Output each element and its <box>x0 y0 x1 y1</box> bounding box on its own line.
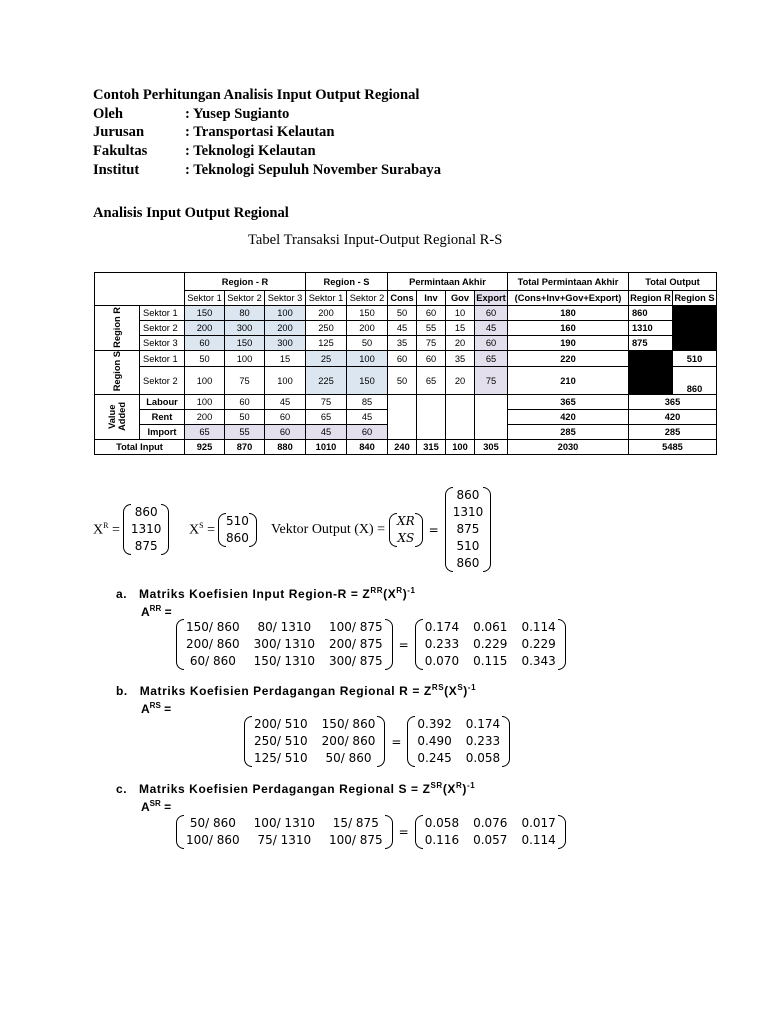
item-b-letter: b. <box>116 684 128 698</box>
table-cell: 5485 <box>629 440 717 455</box>
matrix-cell: 50/ 860 <box>189 816 236 830</box>
table-row <box>95 395 717 410</box>
matrix-cell: 125/ 510 <box>254 751 308 765</box>
table-cell: 45 <box>265 395 306 410</box>
item-b-sublabel <box>141 701 171 716</box>
row-label: Sektor 2 <box>140 367 185 395</box>
doc-title: Contoh Perhitungan Analisis Input Output Regional <box>93 87 420 103</box>
item-c-left-grid <box>184 815 385 849</box>
table-cell: 125 <box>306 336 347 351</box>
group-total-output: Total Output <box>629 273 717 291</box>
table-cell: 150 <box>225 336 265 351</box>
xr-vector <box>93 504 169 555</box>
item-c-equation <box>176 815 566 849</box>
matrix-cell: 15/ 875 <box>332 816 379 830</box>
hdr-s-sektor2: Sektor 2 <box>347 291 388 306</box>
hdr-out-s: Region S <box>673 291 717 306</box>
item-c-letter: c. <box>116 782 128 796</box>
matrix-cell: 0.229 <box>473 637 508 651</box>
matrix-cell: 0.343 <box>521 654 556 668</box>
vo-matrix <box>445 487 492 572</box>
item-c-right-grid <box>423 815 558 849</box>
vo-inner-matrix <box>389 513 423 547</box>
table-cell: 2030 <box>508 440 629 455</box>
table-cell: 240 <box>388 440 417 455</box>
empty-cell <box>446 395 475 440</box>
group-header-row <box>95 273 717 291</box>
item-c-sup1: SR <box>430 781 443 790</box>
table-cell: 75 <box>417 336 446 351</box>
item-c-title <box>116 781 475 796</box>
table-cell: 60 <box>417 306 446 321</box>
table-cell: 200 <box>347 321 388 336</box>
item-b-sup3: -1 <box>467 683 477 692</box>
table-row <box>95 367 717 395</box>
row-label: Rent <box>140 410 185 425</box>
table-cell: 60 <box>225 395 265 410</box>
table-cell: 365 <box>508 395 629 410</box>
item-b-title-text: Matriks Koefisien Perdagangan Regional R = Z <box>139 684 432 698</box>
matrix-cell: 860 <box>456 488 480 502</box>
table-cell: 200 <box>265 321 306 336</box>
item-b-left-grid <box>252 716 377 767</box>
row-group-value-added <box>95 395 140 440</box>
table-cell: 220 <box>508 351 629 367</box>
item-c-sup3: -1 <box>467 781 476 790</box>
table-cell: 305 <box>475 440 508 455</box>
item-a-left-grid <box>184 619 385 670</box>
table-cell: 880 <box>265 440 306 455</box>
table-cell: 45 <box>306 425 347 440</box>
table-cell: 100 <box>265 306 306 321</box>
matrix-cell: 875 <box>134 539 158 553</box>
matrix-cell: 200/ 510 <box>254 717 308 731</box>
table-cell: 45 <box>347 410 388 425</box>
row-label: Sektor 1 <box>140 306 185 321</box>
matrix-cell: 100/ 875 <box>328 833 383 847</box>
table-cell: 870 <box>225 440 265 455</box>
table-cell: 65 <box>475 351 508 367</box>
matrix-cell: 1310 <box>452 505 484 519</box>
item-b-title <box>116 683 476 698</box>
table-cell: 20 <box>446 336 475 351</box>
table-cell: 15 <box>265 351 306 367</box>
item-c-left-matrix <box>176 815 393 849</box>
item-a-equation <box>176 619 566 670</box>
item-b-sub-sup: RS <box>149 701 161 710</box>
matrix-cell: 300/ 1310 <box>253 637 315 651</box>
group-region-s: Region - S <box>306 273 388 291</box>
table-cell: 80 <box>225 306 265 321</box>
item-a-sup3: -1 <box>407 586 416 595</box>
item-a-eq: = <box>398 637 409 652</box>
table-cell: 1310 <box>629 321 673 336</box>
item-c-title-text: Matriks Koefisien Perdagangan Regional S = Z <box>139 782 431 796</box>
table-cell: 150 <box>347 306 388 321</box>
xs-matrix <box>218 513 257 547</box>
table-cell: 60 <box>417 351 446 367</box>
table-cell: 875 <box>629 336 673 351</box>
matrix-cell: 0.070 <box>424 654 460 668</box>
matrix-cell: 0.076 <box>473 816 508 830</box>
major-value: : Transportasi Kelautan <box>185 124 335 141</box>
hdr-tfd-formula: (Cons+Inv+Gov+Export) <box>508 291 629 306</box>
major-row <box>93 123 441 142</box>
item-b-equation <box>244 716 510 767</box>
row-group-value-added-label <box>107 402 127 431</box>
matrix-cell: 200/ 860 <box>321 734 376 748</box>
matrix-cell: 50/ 860 <box>325 751 372 765</box>
value-added-line-2: Added <box>117 401 127 431</box>
item-c-sublabel <box>141 799 171 814</box>
item-a-sup1: RR <box>370 586 384 595</box>
faculty-value: : Teknologi Kelautan <box>185 143 316 160</box>
table-cell: 60 <box>265 410 306 425</box>
empty-cell <box>475 395 508 440</box>
hdr-out-r: Region R <box>629 291 673 306</box>
vo-eq: = <box>428 522 439 537</box>
xs-eq: = <box>207 522 215 538</box>
table-cell: 420 <box>629 410 717 425</box>
matrix-cell: 250/ 510 <box>254 734 308 748</box>
xs-label-text: X <box>189 522 200 538</box>
matrix-cell: 0.058 <box>424 816 460 830</box>
matrix-cell: 100/ 875 <box>328 620 383 634</box>
table-cell: 10 <box>446 306 475 321</box>
group-region-r: Region - R <box>185 273 306 291</box>
table-cell: 65 <box>306 410 347 425</box>
matrix-cell: 60/ 860 <box>189 654 236 668</box>
output-vector <box>271 487 491 572</box>
table-cell: 60 <box>185 336 225 351</box>
table-cell: 1010 <box>306 440 347 455</box>
table-cell: 75 <box>306 395 347 410</box>
table-cell: 35 <box>446 351 475 367</box>
matrix-cell: 200/ 860 <box>186 637 240 651</box>
item-a-title-text: Matriks Koefisien Input Region-R = Z <box>139 587 371 601</box>
table-cell: 250 <box>306 321 347 336</box>
table-row <box>95 336 717 351</box>
table-cell: 65 <box>185 425 225 440</box>
value-added-line-1: Value <box>107 403 117 429</box>
table-cell: 100 <box>225 351 265 367</box>
item-c-sub-a: A <box>141 800 150 814</box>
item-a-sup2: R <box>396 586 403 595</box>
table-cell: 100 <box>185 367 225 395</box>
blank-black-cell <box>673 306 717 351</box>
matrix-cell: 0.174 <box>465 717 501 731</box>
matrix-cell: 0.116 <box>424 833 460 847</box>
row-group-region-s-label: Region S <box>112 351 122 392</box>
table-cell: 60 <box>388 351 417 367</box>
corner-cell <box>95 273 185 306</box>
table-cell: 300 <box>225 321 265 336</box>
table-cell: 150 <box>185 306 225 321</box>
io-table-wrapper <box>94 272 717 455</box>
document-header <box>93 86 441 180</box>
table-cell: 45 <box>475 321 508 336</box>
matrix-cell: 0.233 <box>465 734 501 748</box>
hdr-r-sektor2: Sektor 2 <box>225 291 265 306</box>
item-b-right-matrix <box>407 716 510 767</box>
matrix-cell: 860 <box>225 531 249 545</box>
sub-header-row <box>95 291 717 306</box>
matrix-cell: 150/ 1310 <box>253 654 315 668</box>
item-b-sup1: RS <box>431 683 445 692</box>
item-b-right-grid <box>415 716 502 767</box>
table-cell: 300 <box>265 336 306 351</box>
matrix-cell: 510 <box>456 539 480 553</box>
item-a-right-matrix <box>415 619 566 670</box>
row-group-region-r <box>95 306 140 351</box>
table-cell: 60 <box>265 425 306 440</box>
table-cell: 85 <box>347 395 388 410</box>
empty-cell <box>417 395 446 440</box>
item-a-end: ) <box>402 587 408 601</box>
item-b-end: ) <box>463 684 468 698</box>
table-cell: 60 <box>475 336 508 351</box>
item-c-eq: = <box>398 825 409 839</box>
author-key: Oleh <box>93 105 123 122</box>
item-b-sub-eq: = <box>164 702 172 716</box>
hdr-gov: Gov <box>446 291 475 306</box>
xs-values <box>226 513 249 547</box>
table-cell: 200 <box>185 321 225 336</box>
table-cell: 150 <box>347 367 388 395</box>
matrix-cell: 300/ 875 <box>328 654 383 668</box>
table-cell: 860 <box>673 367 717 395</box>
xr-eq: = <box>111 522 120 538</box>
matrix-cell: 0.229 <box>521 637 556 651</box>
hdr-r-sektor1: Sektor 1 <box>185 291 225 306</box>
item-c-mid: (X <box>442 782 457 796</box>
xr-sup: R <box>103 520 109 530</box>
hdr-export: Export <box>475 291 508 306</box>
xr-label-text: X <box>93 522 104 538</box>
institute-key: Institut <box>93 161 140 178</box>
io-transaction-table <box>94 272 717 455</box>
institute-value: : Teknologi Sepuluh November Surabaya <box>185 161 441 178</box>
table-cell: 840 <box>347 440 388 455</box>
table-cell: 50 <box>185 351 225 367</box>
matrix-cell: 875 <box>456 522 480 536</box>
item-c-sup2: R <box>456 781 463 790</box>
table-cell: 55 <box>417 321 446 336</box>
item-a-letter: a. <box>116 587 128 601</box>
table-cell: 420 <box>508 410 629 425</box>
vo-label: Vektor Output (X) = <box>271 521 386 537</box>
xr-matrix <box>123 504 170 555</box>
row-label: Sektor 3 <box>140 336 185 351</box>
table-caption: Tabel Transaksi Input-Output Regional R-S <box>248 232 503 248</box>
item-a-sublabel <box>141 604 172 619</box>
item-a-mid: (X <box>383 587 397 601</box>
empty-cell <box>388 395 417 440</box>
item-c-right-matrix <box>415 815 566 849</box>
xs-label <box>189 521 215 539</box>
matrix-cell: 0.114 <box>521 620 556 634</box>
table-cell: 200 <box>306 306 347 321</box>
table-cell: 200 <box>185 410 225 425</box>
matrix-cell: 150/ 860 <box>321 717 376 731</box>
table-cell: 65 <box>417 367 446 395</box>
table-row <box>95 306 717 321</box>
xs-vector <box>189 513 257 547</box>
table-cell: 225 <box>306 367 347 395</box>
table-cell: 35 <box>388 336 417 351</box>
matrix-cell: 510 <box>225 514 249 528</box>
table-cell: 50 <box>347 336 388 351</box>
table-row <box>95 440 717 455</box>
group-final-demand: Permintaan Akhir <box>388 273 508 291</box>
item-c-sub-eq: = <box>164 800 172 814</box>
matrix-cell: 0.017 <box>521 816 556 830</box>
vo-inner-values <box>397 513 415 547</box>
row-label: Labour <box>140 395 185 410</box>
hdr-r-sektor3: Sektor 3 <box>265 291 306 306</box>
table-cell: 100 <box>185 395 225 410</box>
matrix-cell: XS <box>397 530 415 545</box>
table-cell: 285 <box>508 425 629 440</box>
table-cell: 25 <box>306 351 347 367</box>
xr-values <box>131 504 162 555</box>
table-cell: 50 <box>225 410 265 425</box>
table-cell: 285 <box>629 425 717 440</box>
matrix-cell: 0.057 <box>473 833 508 847</box>
matrix-cell: 0.233 <box>424 637 460 651</box>
author-value: : Yusep Sugianto <box>185 105 290 122</box>
matrix-cell: 1310 <box>130 522 162 536</box>
item-c-end: ) <box>462 782 468 796</box>
group-total-final-demand: Total Permintaan Akhir <box>508 273 629 291</box>
table-cell: 210 <box>508 367 629 395</box>
matrix-cell: 0.392 <box>417 717 452 731</box>
matrix-cell: 0.061 <box>473 620 508 634</box>
table-cell: 180 <box>508 306 629 321</box>
item-b-sup2: S <box>457 683 464 692</box>
matrix-cell: 150/ 860 <box>186 620 240 634</box>
row-group-region-r-label: Region R <box>112 306 122 348</box>
table-cell: 45 <box>388 321 417 336</box>
row-label: Sektor 2 <box>140 321 185 336</box>
item-c-sub-sup: SR <box>149 799 161 808</box>
matrix-cell: 0.174 <box>424 620 460 634</box>
matrix-cell: 80/ 1310 <box>257 620 312 634</box>
table-cell: 50 <box>388 306 417 321</box>
matrix-cell: XR <box>397 513 415 528</box>
table-cell: 100 <box>265 367 306 395</box>
item-a-left-matrix <box>176 619 393 670</box>
item-b-eq: = <box>391 734 402 749</box>
table-cell: 60 <box>347 425 388 440</box>
hdr-cons: Cons <box>388 291 417 306</box>
matrix-cell: 860 <box>456 556 480 570</box>
table-cell: 510 <box>673 351 717 367</box>
row-group-region-s <box>95 351 140 395</box>
matrix-cell: 0.490 <box>417 734 452 748</box>
table-row <box>95 351 717 367</box>
matrix-cell: 75/ 1310 <box>257 833 312 847</box>
item-a-sub-sup: RR <box>149 604 162 613</box>
table-cell: 365 <box>629 395 717 410</box>
institute-row <box>93 161 441 180</box>
table-cell: 315 <box>417 440 446 455</box>
table-cell: 75 <box>475 367 508 395</box>
matrix-cell: 0.245 <box>417 751 452 765</box>
item-a-sub-a: A <box>141 605 150 619</box>
xs-sup: S <box>199 521 204 531</box>
matrix-cell: 860 <box>134 505 158 519</box>
table-row <box>95 321 717 336</box>
faculty-row <box>93 142 441 161</box>
table-cell: 100 <box>347 351 388 367</box>
blank-black-cell <box>629 351 673 395</box>
item-a-sub-eq: = <box>164 605 172 619</box>
item-a-right-grid <box>423 619 558 670</box>
faculty-key: Fakultas <box>93 143 148 160</box>
matrix-cell: 100/ 1310 <box>253 816 315 830</box>
hdr-inv: Inv <box>417 291 446 306</box>
major-key: Jurusan <box>93 124 145 141</box>
item-b-sub-a: A <box>141 702 150 716</box>
section-title: Analisis Input Output Regional <box>93 205 289 221</box>
table-cell: 60 <box>475 306 508 321</box>
row-label: Sektor 1 <box>140 351 185 367</box>
row-label: Import <box>140 425 185 440</box>
matrix-cell: 0.058 <box>465 751 501 765</box>
table-cell: 925 <box>185 440 225 455</box>
author-row <box>93 105 441 124</box>
matrix-cell: 0.115 <box>473 654 508 668</box>
item-b-left-matrix <box>244 716 385 767</box>
table-cell: 20 <box>446 367 475 395</box>
hdr-s-sektor1: Sektor 1 <box>306 291 347 306</box>
xr-label <box>93 521 120 539</box>
table-cell: 55 <box>225 425 265 440</box>
table-cell: 15 <box>446 321 475 336</box>
table-cell: 160 <box>508 321 629 336</box>
table-cell: 100 <box>446 440 475 455</box>
table-cell: 50 <box>388 367 417 395</box>
matrix-cell: 100/ 860 <box>186 833 240 847</box>
item-a-title <box>116 586 416 601</box>
matrix-cell: 0.114 <box>521 833 556 847</box>
item-b-mid: (X <box>444 684 458 698</box>
table-cell: 75 <box>225 367 265 395</box>
table-cell: 860 <box>629 306 673 321</box>
vo-values <box>453 487 484 572</box>
row-label: Total Input <box>95 440 185 455</box>
matrix-cell: 200/ 875 <box>328 637 383 651</box>
table-cell: 190 <box>508 336 629 351</box>
